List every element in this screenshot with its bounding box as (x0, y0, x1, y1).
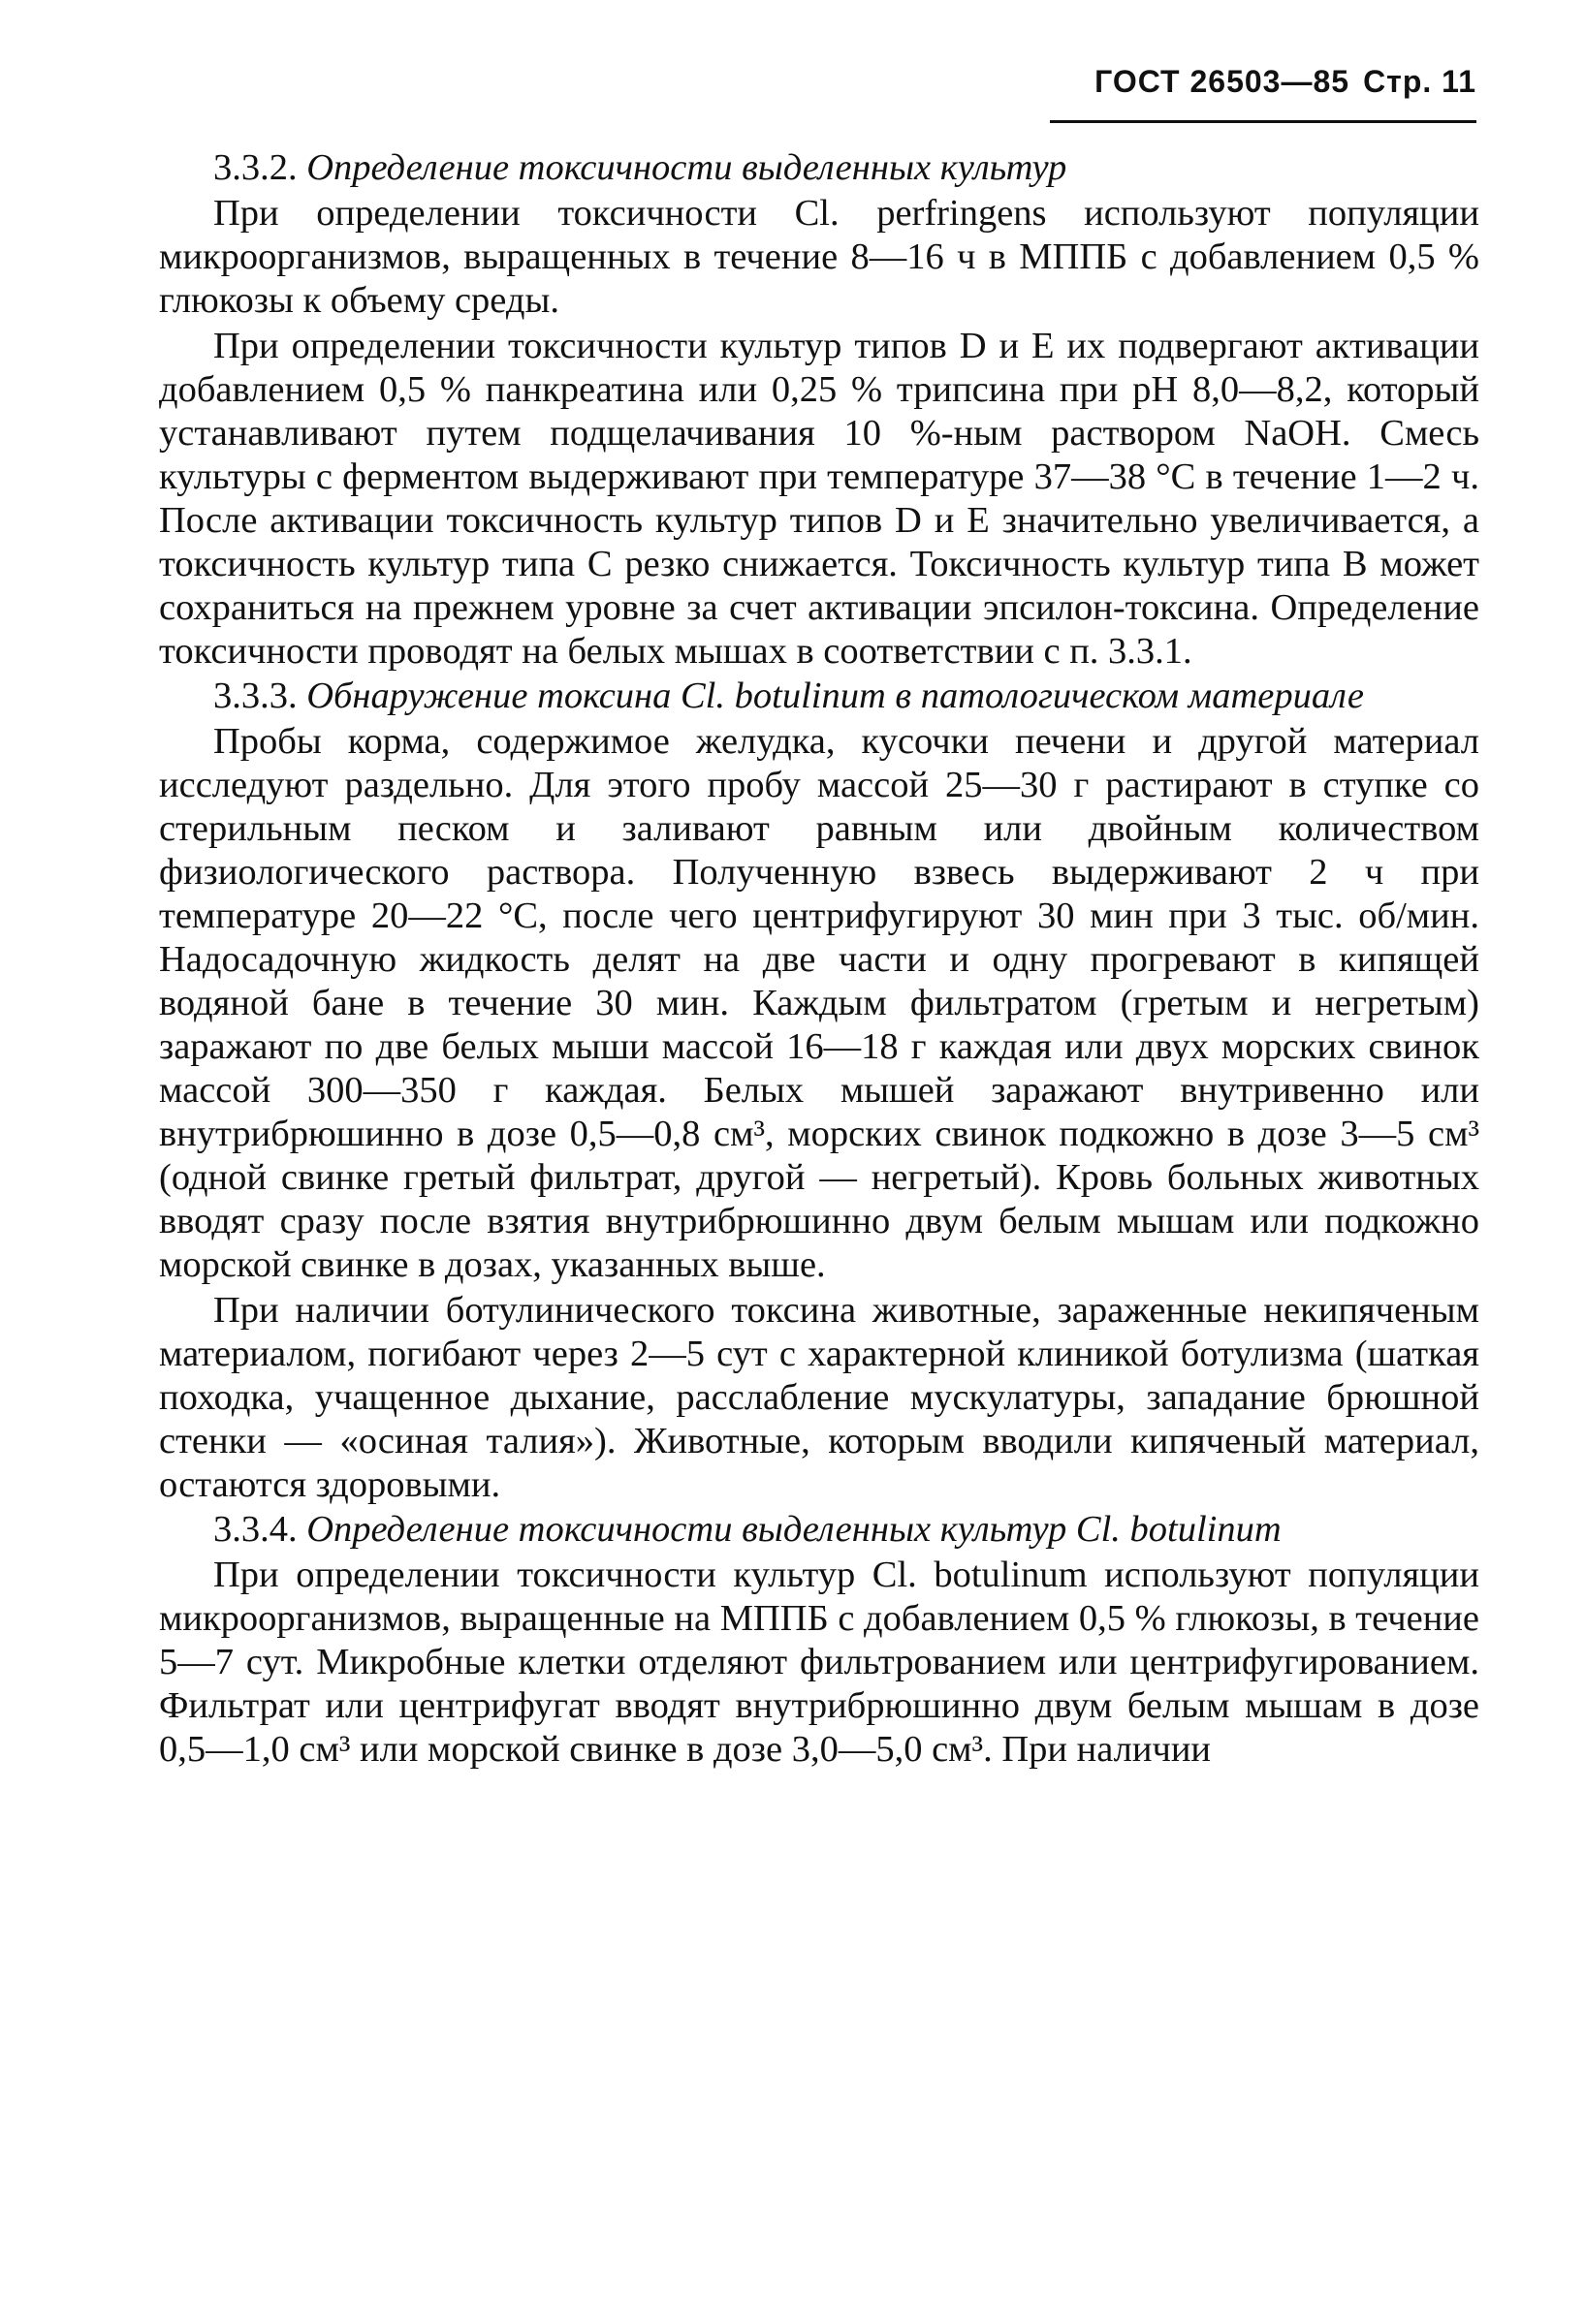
section-number: 3.3.2. (213, 147, 298, 188)
section-heading (159, 675, 1479, 718)
page-label: Стр. (1363, 64, 1433, 99)
section-title: Определение токсичности выделенных культур (306, 147, 1067, 188)
header-rule (1050, 120, 1476, 123)
paragraph: При определении токсичности Cl. perfringens используют популяции микроорганизмов, выращенных в течение 8—16 ч в МППБ с добавлением 0,5 % глюкозы к объему среды. (159, 193, 1479, 321)
paragraph: При определении токсичности культур типов D и E их подвергают активации добавлением 0,5 % панкреатина или 0,25 % трипсина при pH 8,0—8,2, который устанавливают путем подщелачивания 10 %-ным раствором NaOH. Смесь культуры с ферментом выдерживают при температуре 37—38 °С в течение 1—2 ч. После активации токсичность культур типов D и E значительно увеличивается, а токсичность культур типа С резко снижается. Токсичность культур типа В может сохраниться на прежнем уровне за счет активации эпсилон-токсина. Определение токсичности проводят на белых мышах в соответствии с п. 3.3.1. (159, 326, 1479, 672)
section-number: 3.3.4. (213, 1509, 298, 1550)
standard-number: ГОСТ 26503—85 (1094, 64, 1350, 99)
section-heading (159, 1508, 1479, 1552)
section-title: Определение токсичности выделенных культур Cl. botulinum (306, 1509, 1282, 1550)
section-title: Обнаружение токсина Cl. botulinum в патологическом материале (306, 675, 1364, 716)
section-heading (159, 146, 1479, 190)
paragraph: Пробы корма, содержимое желудка, кусочки печени и другой материал исследуют раздельно. Для этого пробу массой 25—30 г растирают в ступке со стерильным песком и заливают равным или двойным количеством физиологического раствора. Полученную взвесь выдерживают 2 ч при температуре 20—22 °С, после чего центрифугируют 30 мин при 3 тыс. об/мин. Надосадочную жидкость делят на две части и одну прогревают в кипящей водяной бане в течение 30 мин. Каждым фильтратом (гретым и негретым) заражают по две белых мыши массой 16—18 г каждая или двух морских свинок массой 300—350 г каждая. Белых мышей заражают внутривенно или внутрибрюшинно в дозе 0,5—0,8 см³, морских свинок подкожно в дозе 3—5 см³ (одной свинке гретый фильтрат, другой — негретый). Кровь больных животных вводят сразу после взятия внутрибрюшинно двум белым мышам или подкожно морской свинке в дозах, указанных выше. (159, 721, 1479, 1285)
section-number: 3.3.3. (213, 675, 298, 716)
page-header (1094, 64, 1476, 100)
paragraph: При наличии ботулинического токсина животные, зараженные некипяченым материалом, погибают через 2—5 сут с характерной клиникой ботулизма (шаткая походка, учащенное дыхание, расслабление мускулатуры, западание брюшной стенки — «осиная талия»). Животные, которым вводили кипяченый материал, остаются здоровыми. (159, 1290, 1479, 1505)
page-number: 11 (1442, 64, 1476, 99)
paragraph: При определении токсичности культур Cl. botulinum используют популяции микроорганизмов, выращенные на МППБ с добавлением 0,5 % глюкозы, в течение 5—7 сут. Микробные клетки отделяют фильтрованием или центрифугированием. Фильтрат или центрифугат вводят внутрибрюшинно двум белым мышам в дозе 0,5—1,0 см³ или морской свинке в дозе 3,0—5,0 см³. При наличии (159, 1555, 1479, 1770)
document-body (159, 145, 1479, 1772)
